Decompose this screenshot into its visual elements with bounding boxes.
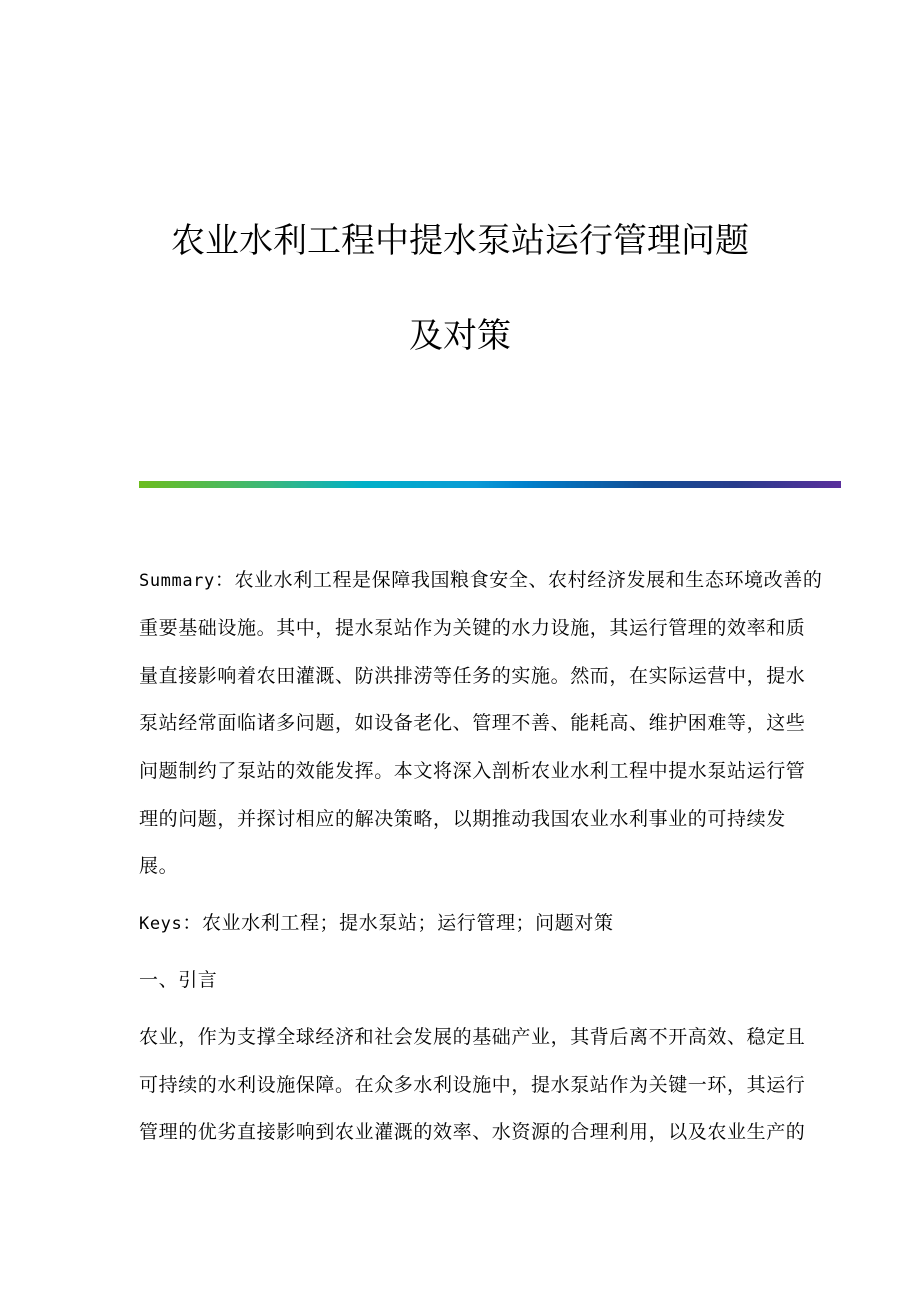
keywords-line xyxy=(139,911,614,936)
summary-line xyxy=(139,568,822,593)
summary-line: 重要基础设施。其中，提水泵站作为关键的水力设施，其运行管理的效率和质 xyxy=(139,617,806,639)
summary-line: 展。 xyxy=(139,855,179,877)
gradient-divider xyxy=(139,481,841,488)
summary-line: 理的问题，并探讨相应的解决策略，以期推动我国农业水利事业的可持续发 xyxy=(139,808,786,830)
keys-label: Keys xyxy=(139,914,183,934)
body-line: 管理的优劣直接影响到农业灌溉的效率、水资源的合理利用，以及农业生产的 xyxy=(139,1121,806,1143)
document-title-line-2: 及对策 xyxy=(409,316,511,356)
summary-label: Summary xyxy=(139,571,215,591)
summary-line: 量直接影响着农田灌溉、防洪排涝等任务的实施。然而，在实际运营中，提水 xyxy=(139,665,806,687)
keys-text: ：农业水利工程；提水泵站；运行管理；问题对策 xyxy=(182,912,614,934)
summary-line: 问题制约了泵站的效能发挥。本文将深入剖析农业水利工程中提水泵站运行管 xyxy=(139,760,806,782)
section-heading: 一、引言 xyxy=(139,969,218,991)
document-title-line-1: 农业水利工程中提水泵站运行管理问题 xyxy=(171,221,749,261)
body-line: 农业，作为支撑全球经济和社会发展的基础产业，其背后离不开高效、稳定且 xyxy=(139,1026,806,1048)
body-line: 可持续的水利设施保障。在众多水利设施中，提水泵站作为关键一环，其运行 xyxy=(139,1074,806,1096)
summary-line: 泵站经常面临诸多问题，如设备老化、管理不善、能耗高、维护困难等，这些 xyxy=(139,712,806,734)
summary-text: ：农业水利工程是保障我国粮食安全、农村经济发展和生态环境改善的 xyxy=(214,569,823,591)
